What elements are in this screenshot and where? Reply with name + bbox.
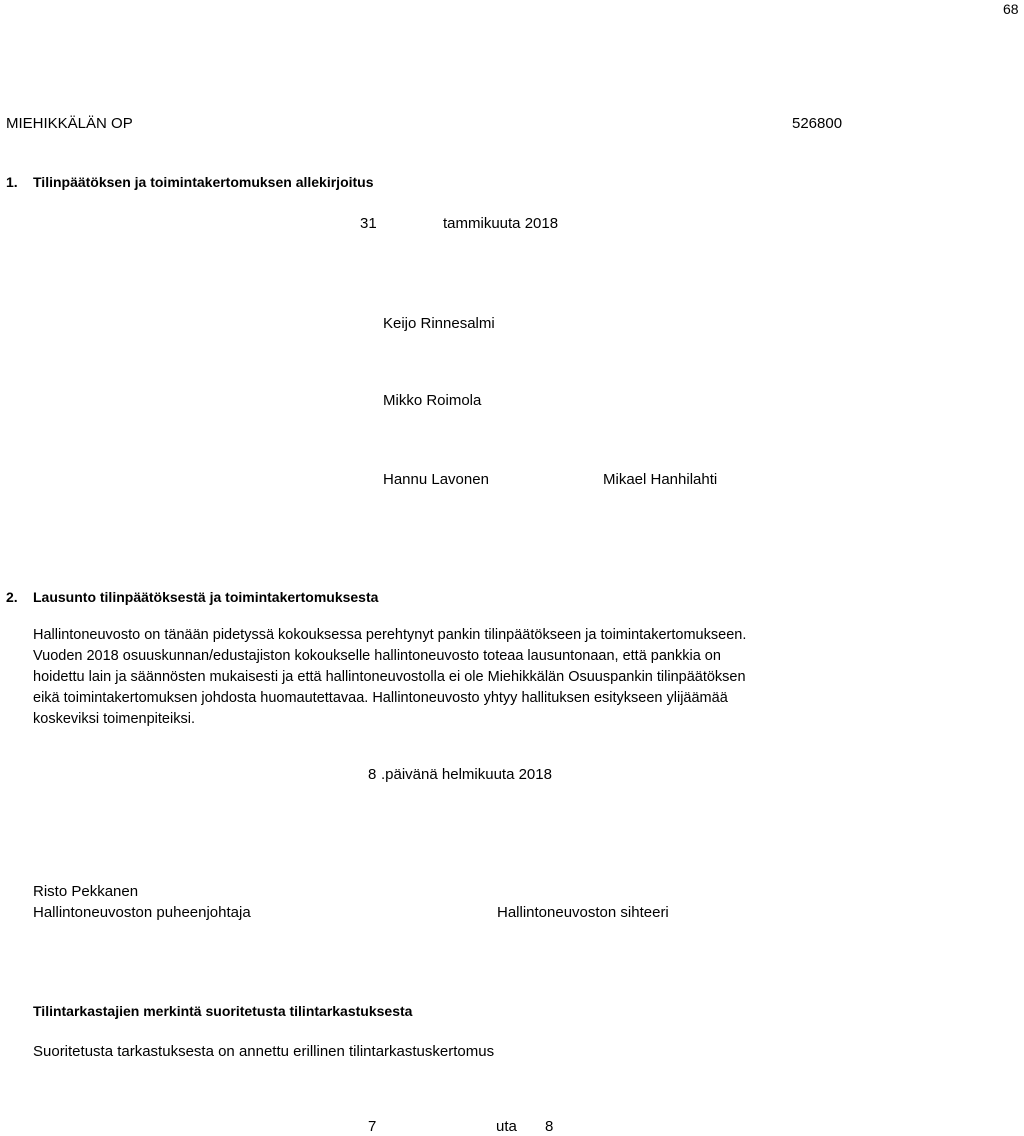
org-code: 526800 <box>792 115 843 132</box>
section2-number: 2. <box>6 589 18 605</box>
paragraph-line: eikä toimintakertomuksen johdosta huomautettavaa. Hallintoneuvosto yhtyy hallituksen esitykseen ylijäämää <box>33 690 728 706</box>
audit-title: Tilintarkastajien merkintä suoritetusta tilintarkastuksesta <box>33 1003 413 1019</box>
audit-date-day: 7 <box>368 1118 377 1135</box>
statement-paragraph <box>33 625 793 730</box>
signer-name: Mikael Hanhilahti <box>603 471 718 488</box>
section1-number: 1. <box>6 174 18 190</box>
secretary-title: Hallintoneuvoston sihteeri <box>497 904 669 921</box>
paragraph-line: Vuoden 2018 osuuskunnan/edustajiston kokoukselle hallintoneuvosto toteaa lausuntonaan, että pankkia on <box>33 648 721 664</box>
signer-name: Keijo Rinnesalmi <box>383 315 495 332</box>
section1-title: Tilinpäätöksen ja toimintakertomuksen allekirjoitus <box>33 174 374 190</box>
audit-text: Suoritetusta tarkastuksesta on annettu erillinen tilintarkastuskertomus <box>33 1043 495 1060</box>
signer-name: Hannu Lavonen <box>383 471 489 488</box>
chair-title: Hallintoneuvoston puheenjohtaja <box>33 904 251 921</box>
org-name: MIEHIKKÄLÄN OP <box>6 115 133 132</box>
section1-date-rest: tammikuuta 2018 <box>443 215 559 232</box>
paragraph-line: koskeviksi toimenpiteiksi. <box>33 711 195 727</box>
page-number: 68 <box>1003 1 1019 17</box>
paragraph-line: Hallintoneuvosto on tänään pidetyssä kokouksessa perehtynyt pankin tilinpäätökseen ja toimintakertomukseen. <box>33 627 747 643</box>
paragraph-line: hoidettu lain ja säännösten mukaisesti ja että hallintoneuvostolla ei ole Miehikkälän Osuuspankin tilinpäätöksen <box>33 669 746 685</box>
section2-date-day: 8 <box>368 766 377 783</box>
chair-name: Risto Pekkanen <box>33 883 139 900</box>
section1-date-day: 31 <box>360 215 377 232</box>
section2-date-rest: .päivänä helmikuuta 2018 <box>381 766 552 783</box>
audit-date-mid: uta <box>496 1118 517 1135</box>
signer-name: Mikko Roimola <box>383 392 482 409</box>
section2-title: Lausunto tilinpäätöksestä ja toimintakertomuksesta <box>33 589 379 605</box>
audit-date-end: 8 <box>545 1118 554 1135</box>
